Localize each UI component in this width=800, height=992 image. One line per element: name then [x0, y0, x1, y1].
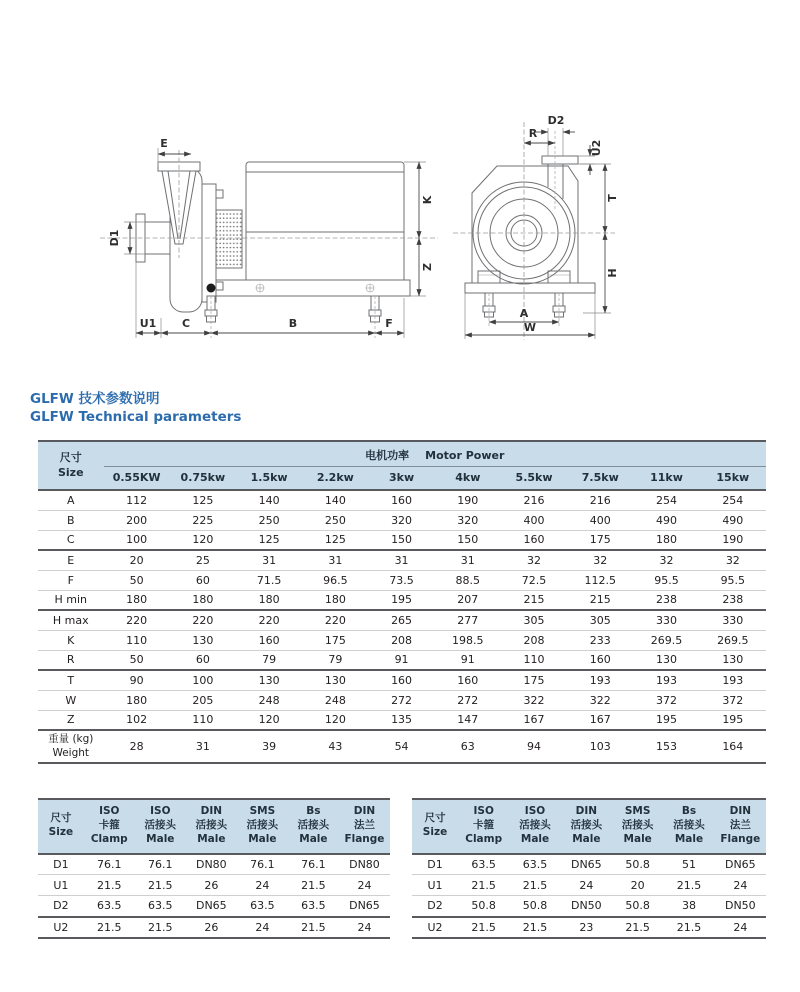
fitting-col-header-2: ISO 活接头 Male	[509, 799, 560, 854]
table-cell: 110	[170, 710, 236, 730]
fitting-col-header-4: SMS 活接头 Male	[612, 799, 663, 854]
table-cell: 250	[302, 510, 368, 530]
table-cell: 125	[170, 490, 236, 510]
table-cell: 76.1	[237, 854, 288, 875]
table-cell: 250	[236, 510, 302, 530]
row-label: 重量 (kg) Weight	[38, 730, 104, 763]
table-cell: 180	[104, 590, 170, 610]
table-row	[38, 550, 766, 570]
fitting-table-left-section	[38, 798, 390, 939]
table-cell: 20	[612, 875, 663, 896]
table-cell: 490	[700, 510, 766, 530]
table-row	[38, 650, 766, 670]
table-cell: 322	[501, 690, 567, 710]
table-cell: DN65	[339, 896, 390, 917]
section-title	[30, 391, 241, 427]
table-cell: 220	[104, 610, 170, 630]
table-cell: 130	[633, 650, 699, 670]
fitting-col-header-0: 尺寸 Size	[38, 799, 84, 854]
power-col-header-8: 11kw	[633, 467, 699, 491]
row-label: U1	[412, 875, 458, 896]
table-cell: 160	[236, 630, 302, 650]
table-row	[38, 854, 390, 875]
table-cell: 21.5	[288, 917, 339, 938]
table-cell: 180	[302, 590, 368, 610]
table-cell: 322	[567, 690, 633, 710]
table-cell: 225	[170, 510, 236, 530]
table-cell: 95.5	[633, 570, 699, 590]
table-cell: 60	[170, 650, 236, 670]
table-cell: 100	[104, 530, 170, 550]
dim-label-b: B	[288, 317, 298, 330]
motor-power-header: 电机功率 Motor Power	[104, 441, 766, 467]
fitting-table-right	[412, 798, 766, 939]
table-cell: 21.5	[135, 875, 186, 896]
table-cell: 102	[104, 710, 170, 730]
table-cell: 100	[170, 670, 236, 690]
table-cell: 50.8	[458, 896, 509, 917]
table-cell: 54	[368, 730, 434, 763]
table-cell: 23	[561, 917, 612, 938]
fitting-col-header-1: ISO 卡箍 Clamp	[84, 799, 135, 854]
table-cell: 88.5	[435, 570, 501, 590]
table-row	[38, 875, 390, 896]
table-cell: 63.5	[84, 896, 135, 917]
table-cell: 38	[663, 896, 714, 917]
row-label: D1	[38, 854, 84, 875]
table-cell: 372	[700, 690, 766, 710]
table-cell: 248	[236, 690, 302, 710]
table-row	[38, 710, 766, 730]
table-cell: 73.5	[368, 570, 434, 590]
table-cell: 190	[435, 490, 501, 510]
table-row	[412, 875, 766, 896]
table-cell: 24	[339, 875, 390, 896]
table-cell: 254	[700, 490, 766, 510]
table-cell: 140	[302, 490, 368, 510]
row-label: R	[38, 650, 104, 670]
table-cell: 31	[236, 550, 302, 570]
row-label: W	[38, 690, 104, 710]
table-cell: 50.8	[612, 896, 663, 917]
table-cell: 160	[435, 670, 501, 690]
pump-base	[200, 280, 410, 296]
pump-front-view-drawing	[445, 86, 755, 351]
table-cell: 21.5	[663, 917, 714, 938]
table-cell: 272	[368, 690, 434, 710]
row-label: B	[38, 510, 104, 530]
table-cell: 215	[501, 590, 567, 610]
table-row	[412, 917, 766, 938]
row-label: U1	[38, 875, 84, 896]
row-label: K	[38, 630, 104, 650]
row-label: U2	[38, 917, 84, 938]
table-cell: 24	[715, 875, 766, 896]
pump-side-view-drawing	[86, 86, 446, 351]
table-cell: 216	[501, 490, 567, 510]
table-cell: 490	[633, 510, 699, 530]
table-cell: 193	[633, 670, 699, 690]
power-col-header-1: 0.75kw	[170, 467, 236, 491]
table-cell: 147	[435, 710, 501, 730]
table-cell: 76.1	[135, 854, 186, 875]
fitting-col-header-5: Bs 活接头 Male	[663, 799, 714, 854]
table-cell: 31	[170, 730, 236, 763]
dim-label-u2: U2	[590, 139, 603, 157]
table-cell: 125	[236, 530, 302, 550]
table-cell: 90	[104, 670, 170, 690]
table-cell: 50	[104, 570, 170, 590]
dim-label-h: H	[606, 268, 619, 278]
table-cell: 21.5	[509, 917, 560, 938]
table-cell: 125	[302, 530, 368, 550]
table-cell: 26	[186, 917, 237, 938]
table-cell: 195	[633, 710, 699, 730]
table-cell: DN80	[339, 854, 390, 875]
table-row	[38, 896, 390, 917]
table-cell: 208	[368, 630, 434, 650]
table-cell: 330	[633, 610, 699, 630]
table-row	[38, 730, 766, 763]
fitting-col-header-3: DIN 活接头 Male	[561, 799, 612, 854]
table-cell: 112	[104, 490, 170, 510]
table-cell: 26	[186, 875, 237, 896]
row-label: A	[38, 490, 104, 510]
table-cell: 160	[567, 650, 633, 670]
table-cell: 32	[567, 550, 633, 570]
table-cell: 130	[236, 670, 302, 690]
table-row	[38, 917, 390, 938]
table-cell: 305	[567, 610, 633, 630]
row-label: D2	[412, 896, 458, 917]
table-cell: 63.5	[509, 854, 560, 875]
dim-k-z	[404, 162, 434, 296]
table-cell: 24	[237, 875, 288, 896]
main-table-section	[38, 440, 766, 764]
table-cell: 94	[501, 730, 567, 763]
table-row	[38, 670, 766, 690]
row-label: U2	[412, 917, 458, 938]
table-cell: 195	[368, 590, 434, 610]
table-cell: DN50	[715, 896, 766, 917]
power-col-header-7: 7.5kw	[567, 467, 633, 491]
table-cell: 50	[104, 650, 170, 670]
table-cell: 220	[302, 610, 368, 630]
table-cell: 32	[501, 550, 567, 570]
table-cell: 95.5	[700, 570, 766, 590]
section-title-zh: GLFW 技术参数说明	[30, 391, 160, 407]
table-cell: 233	[567, 630, 633, 650]
table-cell: 164	[700, 730, 766, 763]
fitting-col-header-4: SMS 活接头 Male	[237, 799, 288, 854]
table-cell: DN65	[715, 854, 766, 875]
table-cell: DN80	[186, 854, 237, 875]
row-label: Z	[38, 710, 104, 730]
size-column-header: 尺寸 Size	[38, 441, 104, 490]
table-cell: 160	[368, 670, 434, 690]
table-cell: 215	[567, 590, 633, 610]
table-cell: 180	[633, 530, 699, 550]
table-cell: 91	[368, 650, 434, 670]
fitting-table-right-section	[412, 798, 766, 939]
table-row	[412, 896, 766, 917]
table-cell: 63.5	[458, 854, 509, 875]
table-row	[38, 510, 766, 530]
table-cell: 265	[368, 610, 434, 630]
table-cell: 110	[501, 650, 567, 670]
table-cell: 269.5	[633, 630, 699, 650]
table-cell: 220	[170, 610, 236, 630]
table-cell: 21.5	[663, 875, 714, 896]
table-cell: 21.5	[458, 917, 509, 938]
table-cell: 272	[435, 690, 501, 710]
table-cell: 130	[302, 670, 368, 690]
dim-label-w: W	[523, 321, 537, 334]
table-cell: 24	[561, 875, 612, 896]
table-cell: 110	[104, 630, 170, 650]
table-cell: 277	[435, 610, 501, 630]
table-cell: 248	[302, 690, 368, 710]
table-cell: DN50	[561, 896, 612, 917]
table-cell: 254	[633, 490, 699, 510]
fitting-col-header-6: DIN 法兰 Flange	[339, 799, 390, 854]
table-cell: 39	[236, 730, 302, 763]
table-cell: 238	[700, 590, 766, 610]
table-cell: 372	[633, 690, 699, 710]
table-cell: 150	[435, 530, 501, 550]
table-cell: 24	[237, 917, 288, 938]
power-col-header-3: 2.2kw	[302, 467, 368, 491]
dim-u2	[578, 140, 603, 175]
table-cell: 130	[170, 630, 236, 650]
table-cell: 21.5	[135, 917, 186, 938]
table-cell: 180	[170, 590, 236, 610]
table-cell: 198.5	[435, 630, 501, 650]
table-cell: 130	[700, 650, 766, 670]
table-cell: 24	[339, 917, 390, 938]
table-row	[38, 490, 766, 510]
table-cell: 167	[501, 710, 567, 730]
table-cell: 50.8	[509, 896, 560, 917]
dim-label-u1: U1	[139, 317, 157, 330]
fitting-table-left	[38, 798, 390, 939]
dim-d2	[536, 114, 575, 156]
table-cell: 175	[302, 630, 368, 650]
table-cell: 175	[567, 530, 633, 550]
table-cell: 195	[700, 710, 766, 730]
table-cell: 153	[633, 730, 699, 763]
table-cell: 21.5	[288, 875, 339, 896]
table-row	[38, 590, 766, 610]
row-label: C	[38, 530, 104, 550]
table-cell: 91	[435, 650, 501, 670]
fitting-col-header-2: ISO 活接头 Male	[135, 799, 186, 854]
table-cell: 76.1	[288, 854, 339, 875]
table-cell: 25	[170, 550, 236, 570]
table-cell: 120	[302, 710, 368, 730]
table-cell: 63.5	[237, 896, 288, 917]
dim-label-c: C	[181, 317, 191, 330]
table-cell: 60	[170, 570, 236, 590]
table-cell: 330	[700, 610, 766, 630]
fitting-col-header-6: DIN 法兰 Flange	[715, 799, 766, 854]
table-cell: 72.5	[501, 570, 567, 590]
table-cell: 220	[236, 610, 302, 630]
table-cell: 160	[501, 530, 567, 550]
table-cell: 71.5	[236, 570, 302, 590]
table-cell: DN65	[186, 896, 237, 917]
table-cell: 180	[236, 590, 302, 610]
power-col-header-2: 1.5kw	[236, 467, 302, 491]
dim-r	[524, 127, 555, 143]
table-cell: 63.5	[135, 896, 186, 917]
row-label: H max	[38, 610, 104, 630]
dim-label-d2: D2	[547, 114, 565, 127]
pivot-dot	[207, 284, 216, 293]
table-cell: 43	[302, 730, 368, 763]
dim-label-a: A	[519, 307, 529, 320]
dim-label-e: E	[160, 137, 168, 150]
row-label: E	[38, 550, 104, 570]
table-row	[38, 690, 766, 710]
table-cell: 120	[236, 710, 302, 730]
table-cell: 112.5	[567, 570, 633, 590]
dim-label-d1: D1	[108, 229, 121, 247]
table-cell: 103	[567, 730, 633, 763]
table-cell: 208	[501, 630, 567, 650]
table-cell: 21.5	[612, 917, 663, 938]
table-cell: 140	[236, 490, 302, 510]
power-col-header-4: 3kw	[368, 467, 434, 491]
table-cell: 320	[435, 510, 501, 530]
table-cell: 175	[501, 670, 567, 690]
table-cell: 150	[368, 530, 434, 550]
power-col-header-5: 4kw	[435, 467, 501, 491]
table-cell: 21.5	[509, 875, 560, 896]
table-cell: DN65	[561, 854, 612, 875]
table-row	[38, 610, 766, 630]
row-label: D1	[412, 854, 458, 875]
row-label: D2	[38, 896, 84, 917]
table-cell: 160	[368, 490, 434, 510]
table-cell: 269.5	[700, 630, 766, 650]
table-cell: 400	[567, 510, 633, 530]
power-col-header-9: 15kw	[700, 467, 766, 491]
table-cell: 51	[663, 854, 714, 875]
dim-label-r: R	[528, 127, 538, 140]
table-cell: 20	[104, 550, 170, 570]
fitting-col-header-0: 尺寸 Size	[412, 799, 458, 854]
fitting-col-header-3: DIN 活接头 Male	[186, 799, 237, 854]
table-cell: 216	[567, 490, 633, 510]
pump-housing	[472, 166, 578, 283]
table-cell: 24	[715, 917, 766, 938]
table-cell: 205	[170, 690, 236, 710]
power-col-header-0: 0.55KW	[104, 467, 170, 491]
dim-label-t: T	[606, 194, 619, 202]
table-cell: 96.5	[302, 570, 368, 590]
table-cell: 180	[104, 690, 170, 710]
dim-label-k: K	[421, 195, 434, 205]
row-label: H min	[38, 590, 104, 610]
table-cell: 21.5	[84, 917, 135, 938]
table-cell: 193	[700, 670, 766, 690]
table-cell: 238	[633, 590, 699, 610]
table-cell: 63.5	[288, 896, 339, 917]
table-cell: 50.8	[612, 854, 663, 875]
main-parameters-table	[38, 440, 766, 764]
fitting-col-header-1: ISO 卡箍 Clamp	[458, 799, 509, 854]
table-cell: 32	[633, 550, 699, 570]
table-row	[38, 630, 766, 650]
table-cell: 320	[368, 510, 434, 530]
table-cell: 167	[567, 710, 633, 730]
table-cell: 305	[501, 610, 567, 630]
table-cell: 31	[368, 550, 434, 570]
table-cell: 21.5	[84, 875, 135, 896]
table-cell: 21.5	[458, 875, 509, 896]
table-cell: 135	[368, 710, 434, 730]
section-title-en: GLFW Technical parameters	[30, 408, 242, 425]
table-cell: 200	[104, 510, 170, 530]
table-cell: 207	[435, 590, 501, 610]
row-label: F	[38, 570, 104, 590]
table-cell: 63	[435, 730, 501, 763]
cooling-fins	[216, 210, 242, 268]
dim-label-z: Z	[421, 263, 434, 271]
table-cell: 31	[302, 550, 368, 570]
fitting-col-header-5: Bs 活接头 Male	[288, 799, 339, 854]
table-row	[412, 854, 766, 875]
table-cell: 400	[501, 510, 567, 530]
table-cell: 193	[567, 670, 633, 690]
table-cell: 120	[170, 530, 236, 550]
dim-label-f: F	[385, 317, 393, 330]
table-cell: 28	[104, 730, 170, 763]
table-cell: 31	[435, 550, 501, 570]
table-cell: 190	[700, 530, 766, 550]
row-label: T	[38, 670, 104, 690]
motor-body	[246, 162, 404, 296]
table-cell: 79	[302, 650, 368, 670]
table-row	[38, 530, 766, 550]
table-row	[38, 570, 766, 590]
table-cell: 76.1	[84, 854, 135, 875]
power-col-header-6: 5.5kw	[501, 467, 567, 491]
table-cell: 79	[236, 650, 302, 670]
table-cell: 32	[700, 550, 766, 570]
